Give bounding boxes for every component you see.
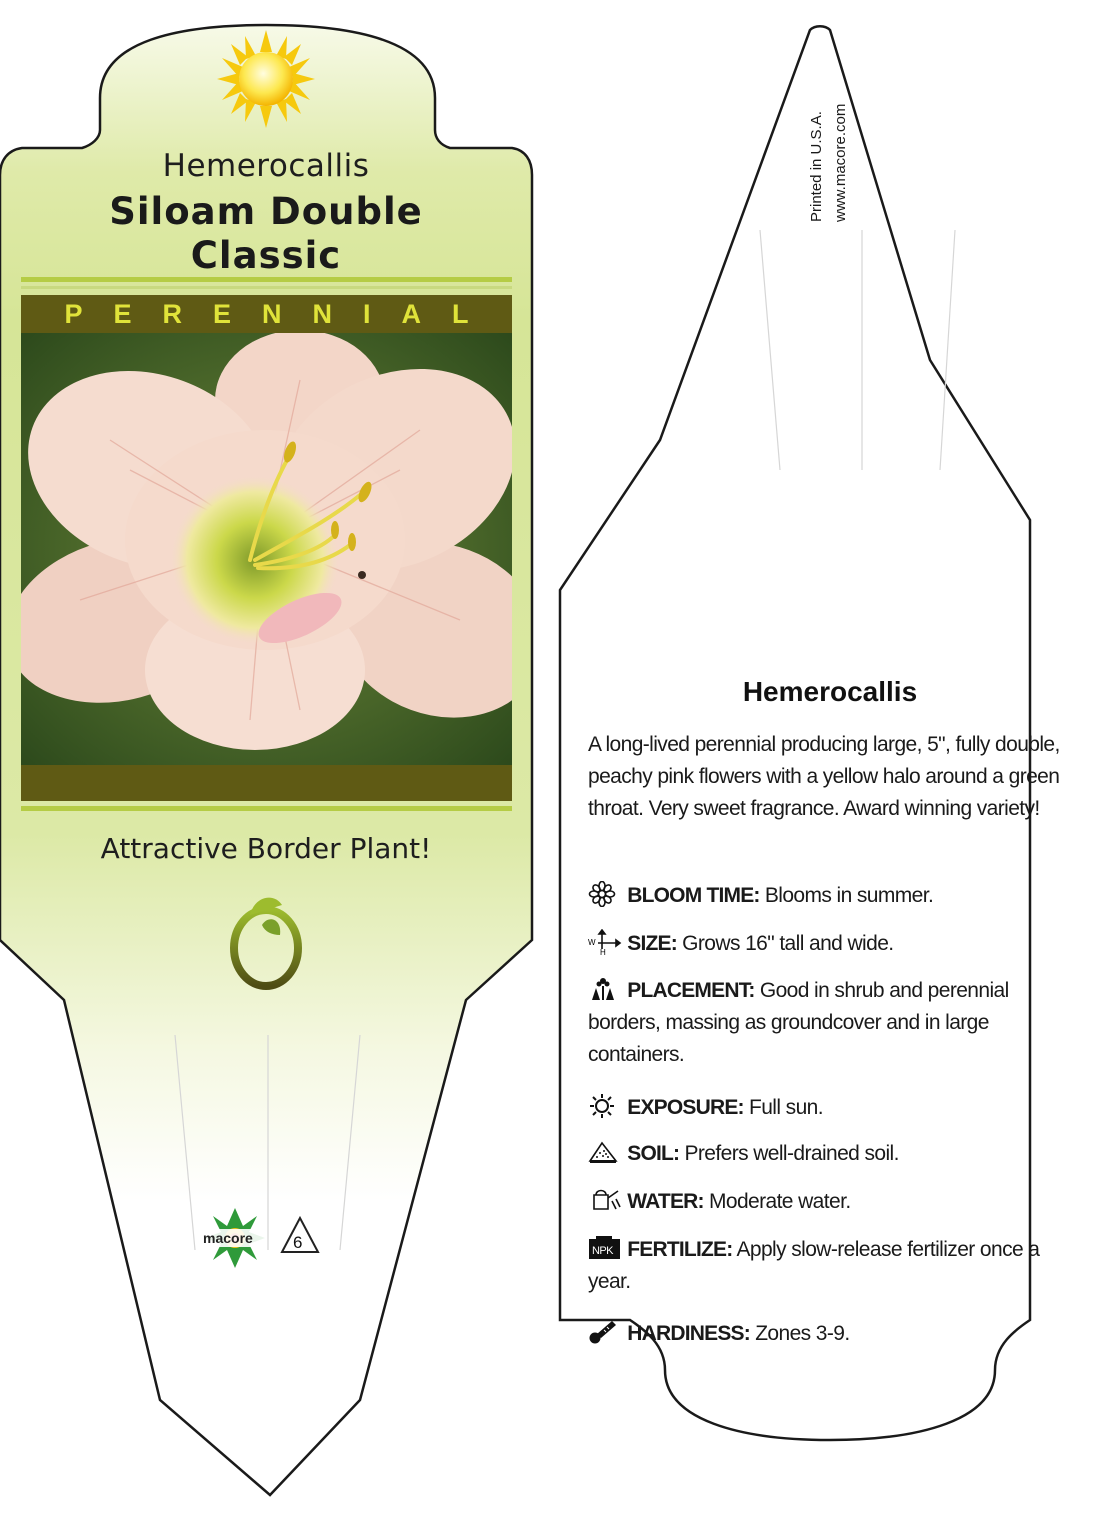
size-w-letter: W — [588, 938, 595, 947]
care-size — [588, 928, 1068, 960]
care-bloom-time — [588, 880, 1068, 912]
sun-icon — [588, 1093, 622, 1119]
soil-icon — [588, 1139, 622, 1165]
care-text: Prefers well-drained soil. — [684, 1142, 899, 1165]
website: www.macore.com — [832, 103, 849, 222]
care-placement — [588, 975, 1068, 1071]
care-water — [588, 1186, 1068, 1218]
care-soil — [588, 1138, 1068, 1170]
care-label: WATER: — [627, 1190, 704, 1213]
care-label: BLOOM TIME: — [627, 884, 760, 907]
recycle-code: 6 — [293, 1233, 303, 1252]
care-label: FERTILIZE: — [627, 1238, 733, 1261]
printed-in-usa: Printed in U.S.A. — [808, 111, 825, 222]
npk-text: NPK — [592, 1245, 613, 1257]
size-h-letter: H — [600, 948, 606, 955]
care-text: Moderate water. — [708, 1190, 851, 1213]
cultivar-name — [20, 190, 512, 278]
watering-can-icon — [588, 1187, 622, 1213]
size-arrows-icon — [588, 929, 622, 955]
tagline: Attractive Border Plant! — [100, 832, 432, 865]
thermometer-icon — [588, 1319, 622, 1345]
cultivar-line-2: Classic — [190, 234, 342, 277]
back-title: Hemerocallis — [742, 676, 918, 707]
care-label: HARDINESS: — [627, 1322, 750, 1345]
care-text: Grows 16" tall and wide. — [682, 932, 894, 955]
care-text: Zones 3-9. — [755, 1322, 850, 1345]
care-text: Full sun. — [749, 1096, 823, 1119]
daylily-photo — [0, 330, 568, 765]
care-text: Apply slow-release fertilizer once a year. — [588, 1238, 1040, 1293]
care-label: SIZE: — [627, 932, 677, 955]
plant-genus: Hemerocallis — [162, 148, 370, 184]
cultivar-line-1: Siloam Double — [109, 190, 423, 233]
brand-name: macore — [203, 1230, 253, 1246]
care-exposure — [588, 1092, 1068, 1124]
care-fertilize — [588, 1234, 1068, 1298]
full-sun-icon — [217, 30, 315, 128]
npk-icon — [588, 1235, 622, 1261]
care-label: PLACEMENT: — [627, 979, 755, 1002]
care-text: Blooms in summer. — [764, 884, 934, 907]
flower-icon — [588, 881, 622, 907]
category-band: PERENNIAL — [21, 295, 512, 333]
care-label: SOIL: — [627, 1142, 680, 1165]
placement-icon — [588, 976, 622, 1002]
plant-description: A long-lived perennial producing large, 5", fully double, peachy pink flowers with a yellow halo around a green throat. Very sweet fragrance. Award winning variety! — [588, 733, 1060, 820]
care-hardiness — [588, 1318, 1068, 1350]
care-label: EXPOSURE: — [627, 1096, 744, 1119]
care-text: Good in shrub and perennial borders, massing as groundcover and in large containers. — [588, 979, 1009, 1066]
